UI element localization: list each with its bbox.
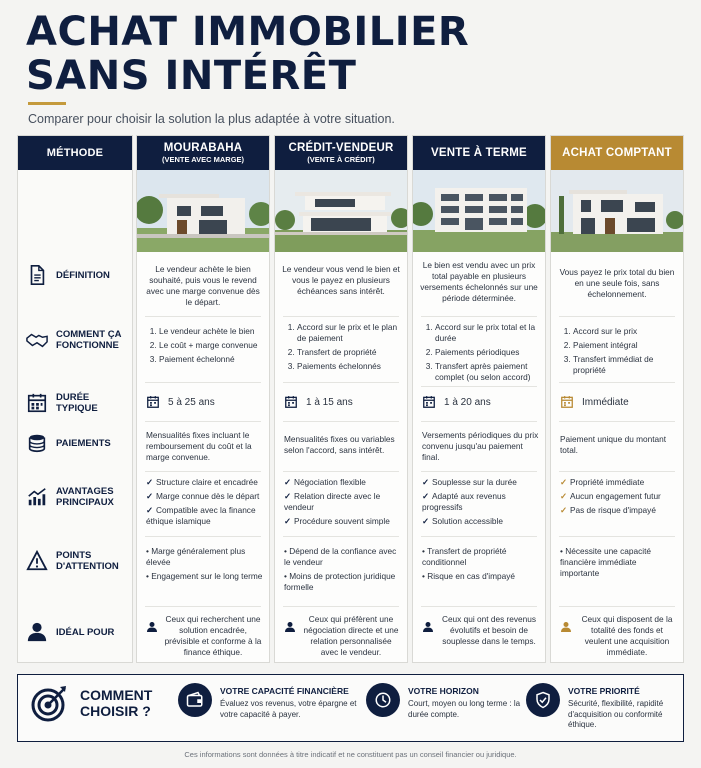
ideal-for: Ceux qui préfèrent une négociation directe et une relation personnalisée avec le vendeur. <box>284 614 401 658</box>
page-title <box>26 10 469 98</box>
definition-text: Le bien est vendu avec un prix total payable en plusieurs versements échelonnés sur une période déterminée. <box>420 260 538 303</box>
calendar-icon <box>146 395 160 409</box>
title-underline <box>28 102 66 105</box>
definition-text: Le vendeur vous vend le bien et vous le payez en plusieurs échéances sans intérêt. <box>282 264 400 296</box>
how-to-choose-panel <box>17 674 684 742</box>
duration: Immédiate <box>560 395 677 409</box>
title-line-2: SANS INTÉRÊT <box>26 53 357 99</box>
clock-icon <box>366 683 400 717</box>
steps-list: 1. Accord sur le prix et le plan de paiement 2. Transfert de propriété 3. Paiements échelonnés <box>284 322 401 375</box>
attention-list: • Nécessite une capacité financière immédiate importante <box>560 546 652 578</box>
payments-text: Mensualités fixes incluant le remboursement du coût et la marge convenue. <box>146 430 252 462</box>
column-header: ACHAT COMPTANT <box>551 136 683 170</box>
calendar-icon <box>284 395 298 409</box>
row-label-attention: POINTS D'ATTENTION <box>26 550 130 572</box>
ideal-for: Ceux qui disposent de la totalité des fonds et veulent une acquisition immédiate. <box>560 614 677 658</box>
growth-chart-icon <box>26 486 48 508</box>
ideal-for: Ceux qui ont des revenus évolutifs et besoin de souplesse dans le temps. <box>422 614 539 647</box>
definition-text: Le vendeur achète le bien souhaité, puis vous le revend avec une marge convenue dès le départ. <box>146 264 260 307</box>
criterion-financial: VOTRE CAPACITÉ FINANCIÈRE Évaluez vos revenus, votre épargne et votre capacité à payer. <box>178 683 360 720</box>
criterion-horizon: VOTRE HORIZON Court, moyen ou long terme : la durée compte. <box>366 683 528 720</box>
steps-list: 1. Accord sur le prix 2. Paiement intégral 3. Transfert immédiat de propriété <box>560 326 677 379</box>
person-icon <box>26 621 48 643</box>
method-header <box>18 136 132 170</box>
person-icon <box>146 621 158 633</box>
person-icon <box>422 621 434 633</box>
row-label-definition: DÉFINITION <box>26 264 130 286</box>
disclaimer: Ces informations sont données à titre indicatif et ne constituent pas un conseil financier ou juridique. <box>184 750 517 759</box>
title-line-1: ACHAT IMMOBILIER <box>26 9 470 55</box>
row-label-paiements: PAIEMENTS <box>26 432 130 454</box>
page-subtitle: Comparer pour choisir la solution la plus adaptée à votre situation. <box>28 112 395 126</box>
column-vente-a-terme <box>412 135 546 663</box>
attention-list: • Marge généralement plus élevée • Engagement sur le long terme <box>146 546 263 581</box>
duration: 5 à 25 ans <box>146 395 263 409</box>
steps-list: 1. Le vendeur achète le bien 2. Le coût + marge convenue 3. Paiement échelonné <box>146 326 263 368</box>
column-mourabaha <box>136 135 270 663</box>
column-header: CRÉDIT-VENDEUR (VENTE À CRÉDIT) <box>275 136 407 170</box>
advantages-list: ✓ Négociation flexible ✓ Relation directe avec le vendeur ✓ Procédure souvent simple <box>284 477 390 526</box>
person-icon <box>284 621 296 633</box>
calendar-icon <box>560 395 574 409</box>
house-photo <box>275 170 407 252</box>
attention-list: • Dépend de la confiance avec le vendeur • Moins de protection juridique formelle <box>284 546 397 592</box>
method-column <box>17 135 133 663</box>
payments-text: Versements périodiques du prix convenu jusqu'au paiement final. <box>422 430 539 462</box>
row-label-duree: DURÉE TYPIQUE <box>26 392 130 414</box>
attention-list: • Transfert de propriété conditionnel • Risque en cas d'impayé <box>422 546 516 581</box>
house-image <box>551 170 683 252</box>
document-icon <box>26 264 48 286</box>
handshake-icon <box>26 329 48 351</box>
house-image <box>137 170 269 252</box>
building-photo <box>413 170 545 252</box>
house-photo <box>137 170 269 252</box>
column-credit-vendeur <box>274 135 408 663</box>
house-photo <box>551 170 683 252</box>
house-image <box>275 170 407 252</box>
duration: 1 à 15 ans <box>284 395 401 409</box>
how-to-choose-heading: COMMENT CHOISIR ? <box>30 683 162 723</box>
row-label-avantages: AVANTAGES PRINCIPAUX <box>26 486 130 508</box>
duration: 1 à 20 ans <box>422 395 539 409</box>
coins-icon <box>26 432 48 454</box>
steps-list: 1. Accord sur le prix total et la durée 2. Paiements périodiques 3. Transfert après paiement complet (ou selon accord) <box>422 322 539 386</box>
column-header: MOURABAHA (VENTE AVEC MARGE) <box>137 136 269 170</box>
column-achat-comptant <box>550 135 684 663</box>
column-header: VENTE À TERME <box>413 136 545 170</box>
row-label-ideal: IDÉAL POUR <box>26 621 130 643</box>
criterion-priority: VOTRE PRIORITÉ Sécurité, flexibilité, rapidité d'acquisition ou conformité éthique. <box>526 683 678 731</box>
target-icon <box>30 683 70 723</box>
row-label-comment: COMMENT ÇA FONCTIONNE <box>26 329 130 351</box>
person-icon <box>560 621 572 633</box>
ideal-for: Ceux qui recherchent une solution encadrée, prévisible et conforme à la finance éthique. <box>146 614 263 658</box>
definition-text: Vous payez le prix total du bien en une seule fois, sans échelonnement. <box>559 267 675 299</box>
method-header-label: MÉTHODE <box>46 147 104 159</box>
warning-icon <box>26 550 48 572</box>
calendar-icon <box>26 392 48 414</box>
advantages-list: ✓ Structure claire et encadrée ✓ Marge connue dès le départ ✓ Compatible avec la finance éthique islamique <box>146 477 260 526</box>
payments-text: Paiement unique du montant total. <box>560 434 667 455</box>
shield-icon <box>526 683 560 717</box>
advantages-list: ✓ Propriété immédiate ✓ Aucun engagement futur ✓ Pas de risque d'impayé <box>560 477 661 515</box>
comparison-table <box>17 135 684 663</box>
building-image <box>413 170 545 252</box>
advantages-list: ✓ Souplesse sur la durée ✓ Adapté aux revenus progressifs ✓ Solution accessible <box>422 477 517 526</box>
calendar-icon <box>422 395 436 409</box>
wallet-icon <box>178 683 212 717</box>
payments-text: Mensualités fixes ou variables selon l'accord, sans intérêt. <box>284 434 395 455</box>
